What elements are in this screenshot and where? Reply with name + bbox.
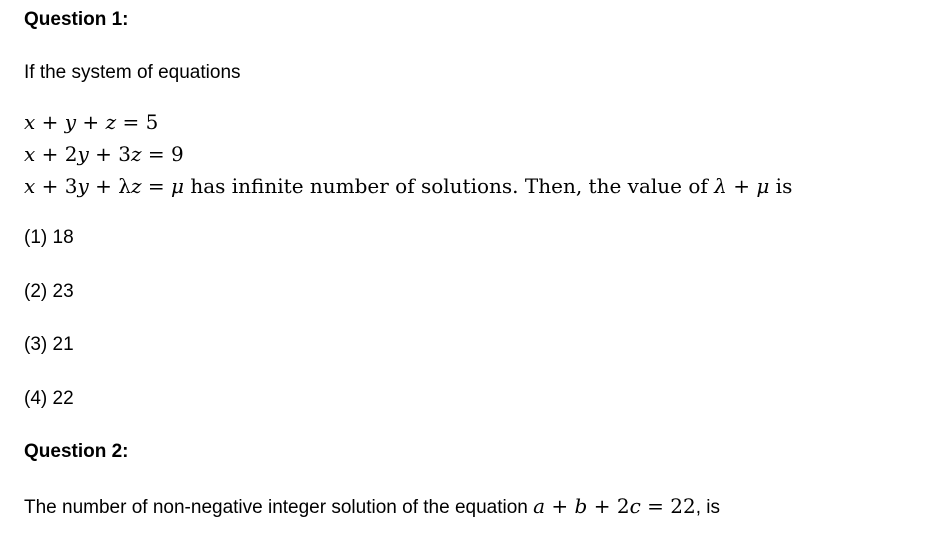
operator: + λ [88,174,131,198]
option-1: (1) 18 [24,227,74,248]
equals-rhs: = 22 [640,494,696,518]
operator: + [545,494,575,518]
operator: + 3 [88,142,131,166]
option-2: (2) 23 [24,281,74,302]
option-3: (3) 21 [24,334,74,355]
question-1-heading: Question 1: [24,9,129,30]
operator: + [35,110,65,134]
equals-rhs: = 5 [116,110,159,134]
var-x: x [24,142,36,166]
var-b: b [574,494,588,518]
question-2-text-before: The number of non-negative integer solution of the equation [24,497,534,518]
var-z: z [131,142,142,166]
var-lambda: λ [714,174,727,198]
var-y: y [77,174,89,198]
var-c: c [629,494,641,518]
operator: + [726,174,757,198]
var-z: z [130,174,142,198]
equals: = [141,174,171,198]
equation-3-text: has infinite number of solutions. Then, the value of [183,174,715,198]
var-y: y [64,110,77,134]
var-a: a [533,494,546,518]
operator: + [76,110,106,134]
var-z: z [105,110,117,134]
equals-rhs: = 9 [141,142,184,166]
var-mu: μ [170,174,184,198]
question-2-text-after: , is [695,497,720,518]
var-x: x [24,110,36,134]
operator: + 2 [587,494,630,518]
option-4: (4) 22 [24,388,74,409]
var-mu: μ [756,174,770,198]
question-2-text [24,494,720,520]
operator: + 3 [35,174,78,198]
operator: + 2 [35,142,78,166]
equation-3 [24,174,792,198]
var-x: x [24,174,36,198]
question-1-intro: If the system of equations [24,62,241,83]
equation-1 [24,110,158,134]
equation-2 [24,142,184,166]
question-2-heading: Question 2: [24,441,129,462]
var-y: y [77,142,89,166]
equation-3-end: is [769,174,793,198]
